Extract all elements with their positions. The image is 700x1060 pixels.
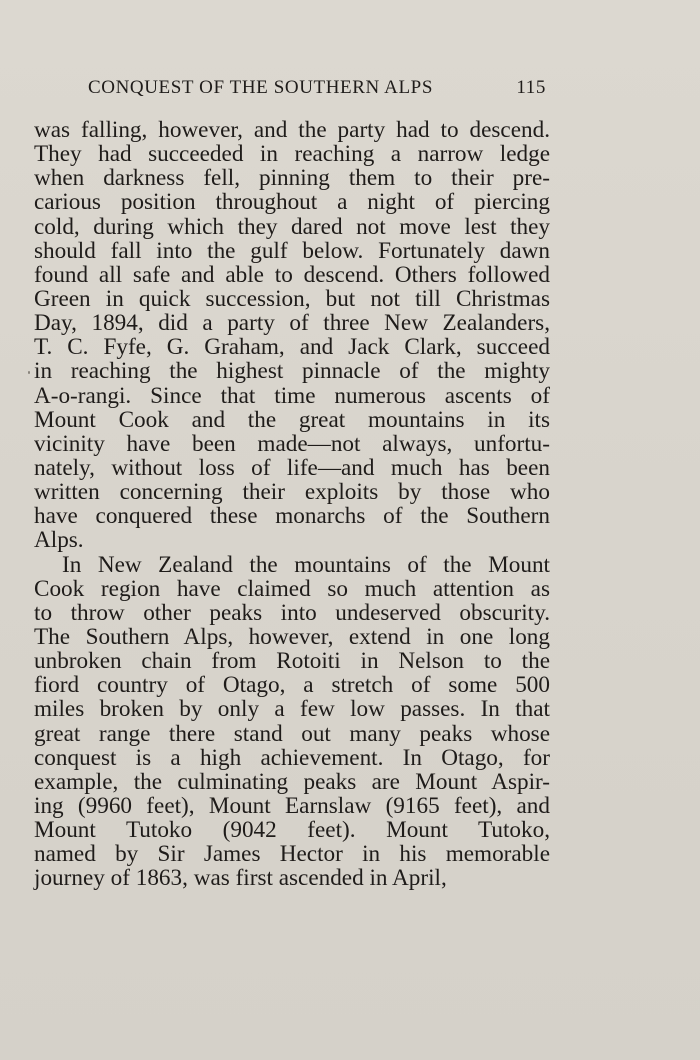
- text-line: nately, without loss of life—and much has been: [34, 454, 550, 481]
- text-line: written concerning their exploits by those who: [34, 479, 550, 506]
- text-line: Alps.: [34, 527, 84, 554]
- paper-speck: [28, 371, 30, 374]
- text-line: The Southern Alps, however, extend in one long: [34, 623, 550, 650]
- page-number: 115: [516, 77, 546, 98]
- text-line: T. C. Fyfe, G. Graham, and Jack Clark, succeed: [34, 334, 550, 361]
- text-line: Day, 1894, did a party of three New Zealanders,: [34, 310, 550, 337]
- text-line: should fall into the gulf below. Fortunately dawn: [34, 237, 550, 264]
- text-line: vicinity have been made—not always, unfortu-: [34, 430, 550, 457]
- text-line: example, the culminating peaks are Mount Aspir-: [34, 768, 550, 795]
- text-line: Green in quick succession, but not till Christmas: [34, 285, 550, 312]
- text-line: have conquered these monarchs of the Southern: [34, 503, 550, 530]
- text-line: miles broken by only a few low passes. In that: [34, 696, 550, 723]
- text-line: was falling, however, and the party had to descend.: [34, 117, 550, 143]
- running-head-title: CONQUEST OF THE SOUTHERN ALPS: [88, 77, 434, 98]
- text-line: fiord country of Otago, a stretch of some 500: [34, 672, 550, 699]
- text-line: Mount Cook and the great mountains in its: [34, 406, 550, 433]
- text-line: Cook region have claimed so much attention as: [34, 575, 550, 602]
- text-line: conquest is a high achievement. In Otago, for: [34, 744, 550, 771]
- text-line: A-o-rangi. Since that time numerous ascents of: [34, 382, 550, 409]
- text-line: named by Sir James Hector in his memorable: [34, 841, 550, 868]
- text-line: ing (9960 feet), Mount Earnslaw (9165 feet), and: [34, 792, 550, 819]
- text-line: great range there stand out many peaks whose: [34, 720, 550, 747]
- text-line: carious position throughout a night of piercing: [34, 189, 550, 216]
- text-line: They had succeeded in reaching a narrow ledge: [34, 141, 550, 168]
- paragraph: [34, 118, 550, 553]
- body-text: [34, 118, 550, 891]
- text-line: found all safe and able to descend. Others followed: [34, 261, 550, 288]
- text-line: unbroken chain from Rotoiti in Nelson to the: [34, 648, 550, 675]
- running-head: [88, 77, 546, 103]
- text-line: when darkness fell, pinning them to their pre-: [34, 165, 550, 192]
- paragraph: [34, 553, 550, 891]
- text-line: cold, during which they dared not move lest they: [34, 213, 550, 240]
- text-line: in reaching the highest pinnacle of the mighty: [34, 358, 550, 385]
- text-line: to throw other peaks into undeserved obscurity.: [34, 599, 550, 626]
- text-line: In New Zealand the mountains of the Mount: [62, 551, 550, 578]
- text-line: Mount Tutoko (9042 feet). Mount Tutoko,: [34, 817, 550, 844]
- text-line: journey of 1863, was first ascended in April,: [34, 865, 447, 892]
